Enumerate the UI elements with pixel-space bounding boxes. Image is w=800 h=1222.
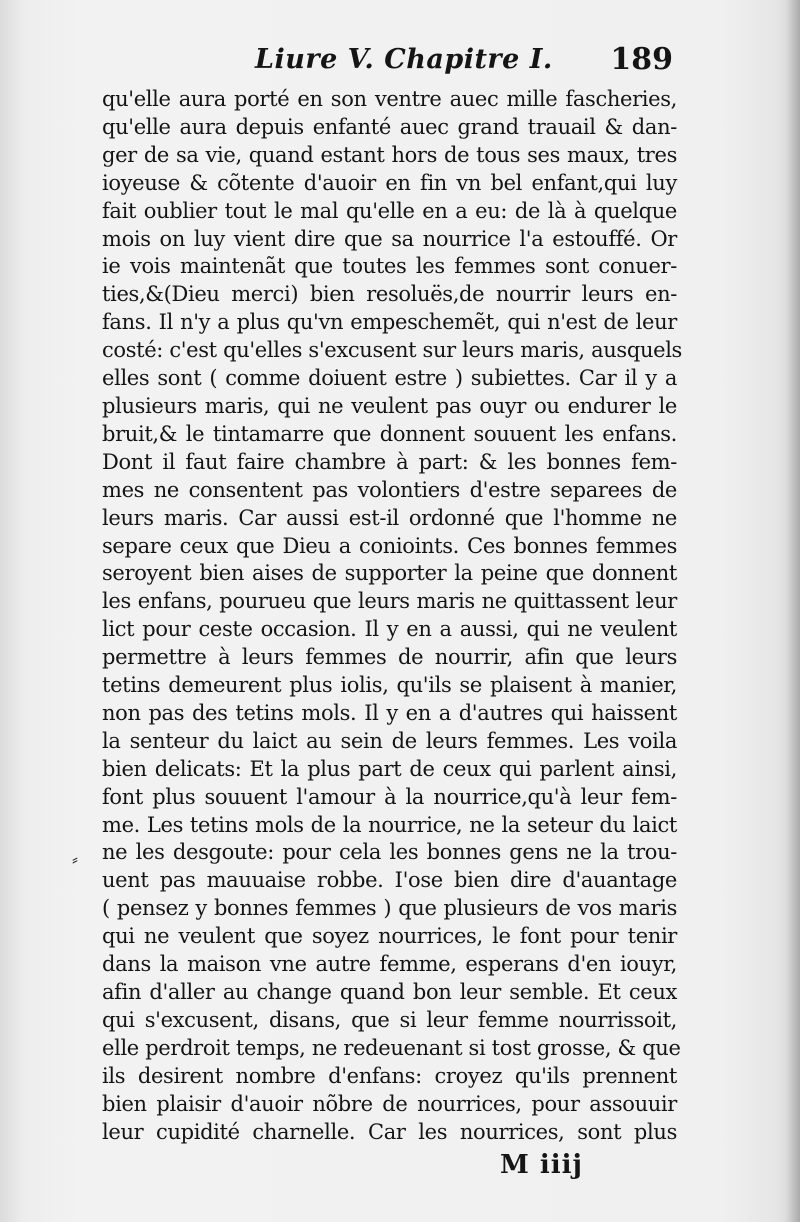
margin-mark: ⸗ [72,849,78,870]
text-line: mes ne consentent pas volontiers d'estre separees de [102,477,677,502]
text-line: ioyeuse & cõtente d'auoir en fin vn bel enfant,qui luy [102,170,677,195]
text-line: dans la maison vne autre femme, esperans d'en iouyr, [102,952,677,977]
text-line: ties,&(Dieu merci) bien resoluës,de nourrir leurs en- [102,282,677,307]
text-line: permettre à leurs femmes de nourrir, afin que leurs [102,645,677,670]
text-line: seroyent bien aises de supporter la peine que donnent [102,561,677,586]
text-line: fait oublier tout le mal qu'elle en a eu: de là à quelque [102,198,677,223]
text-line: non pas des tetins mols. Il y en a d'autres qui haissent [102,700,677,725]
text-line: les enfans, pourueu que leurs maris ne quittassent leur [102,589,677,614]
page-header [100,42,685,86]
text-line: ne les desgoute: pour cela les bonnes gens ne la trou- [102,840,677,865]
text-line: afin d'aller au change quand bon leur semble. Et ceux [102,980,677,1004]
text-line: leurs maris. Car aussi est-il ordonné que l'homme ne [102,505,677,530]
body-text [102,86,682,1146]
text-line: ie vois maintenãt que toutes les femmes sont conuer- [102,254,677,279]
text-line: fans. Il n'y a plus qu'vn empeschemẽt, qui n'est de leur [102,310,677,335]
text-line: bien plaisir d'auoir nõbre de nourrices, pour assouuir [102,1091,677,1116]
page-number: 189 [610,42,673,77]
text-line: bruit,& le tintamarre que donnent souuent les enfans. [102,421,677,446]
text-line: uent pas mauuaise robbe. I'ose bien dire d'auantage [102,868,677,893]
text-line: separe ceux que Dieu a conioints. Ces bonnes femmes [102,533,677,558]
signature-mark: M iiij [500,1150,583,1180]
text-line: ils desirent nombre d'enfans: croyez qu'ils prennent [102,1063,677,1088]
text-line: plusieurs maris, qui ne veulent pas ouyr ou endurer le [102,393,677,418]
text-line: la senteur du laict au sein de leurs femmes. Les voila [102,728,677,753]
text-line: qui ne veulent que soyez nourrices, le font pour tenir [102,924,677,949]
text-line: qui s'excusent, disans, que si leur femme nourrissoit, [102,1007,677,1032]
text-line: font plus souuent l'amour à la nourrice,qu'à leur fem- [102,784,677,809]
text-line: elles sont ( comme doiuent estre ) subiettes. Car il y a [102,366,677,391]
text-line: ( pensez y bonnes femmes ) que plusieurs de vos maris [102,896,677,921]
text-line: elle perdroit temps, ne redeuenant si tost grosse, & que [102,1035,681,1060]
text-line: lict pour ceste occasion. Il y en a aussi, qui ne veulent [102,617,677,642]
text-line: qu'elle aura depuis enfanté auec grand trauail & dan- [102,114,677,139]
text-line: leur cupidité charnelle. Car les nourrices, sont plus [102,1119,677,1144]
text-line: me. Les tetins mols de la nourrice, ne la seteur du laict [102,812,677,837]
text-line: bien delicats: Et la plus part de ceux qui parlent ainsi, [102,756,677,781]
text-line: Dont il faut faire chambre à part: & les bonnes fem- [102,449,677,474]
text-line: costé: c'est qu'elles s'excusent sur leurs maris, ausquels [102,338,682,363]
text-line: qu'elle aura porté en son ventre auec mille fascheries, [102,87,677,111]
running-title: Liure V. Chapitre I. [255,44,553,75]
text-line: ger de sa vie, quand estant hors de tous ses maux, tres [102,142,677,167]
text-line: mois on luy vient dire que sa nourrice l'a estouffé. Or [102,226,677,251]
text-line: tetins demeurent plus iolis, qu'ils se plaisent à manier, [102,673,677,698]
page-gutter-shadow [786,0,800,1222]
